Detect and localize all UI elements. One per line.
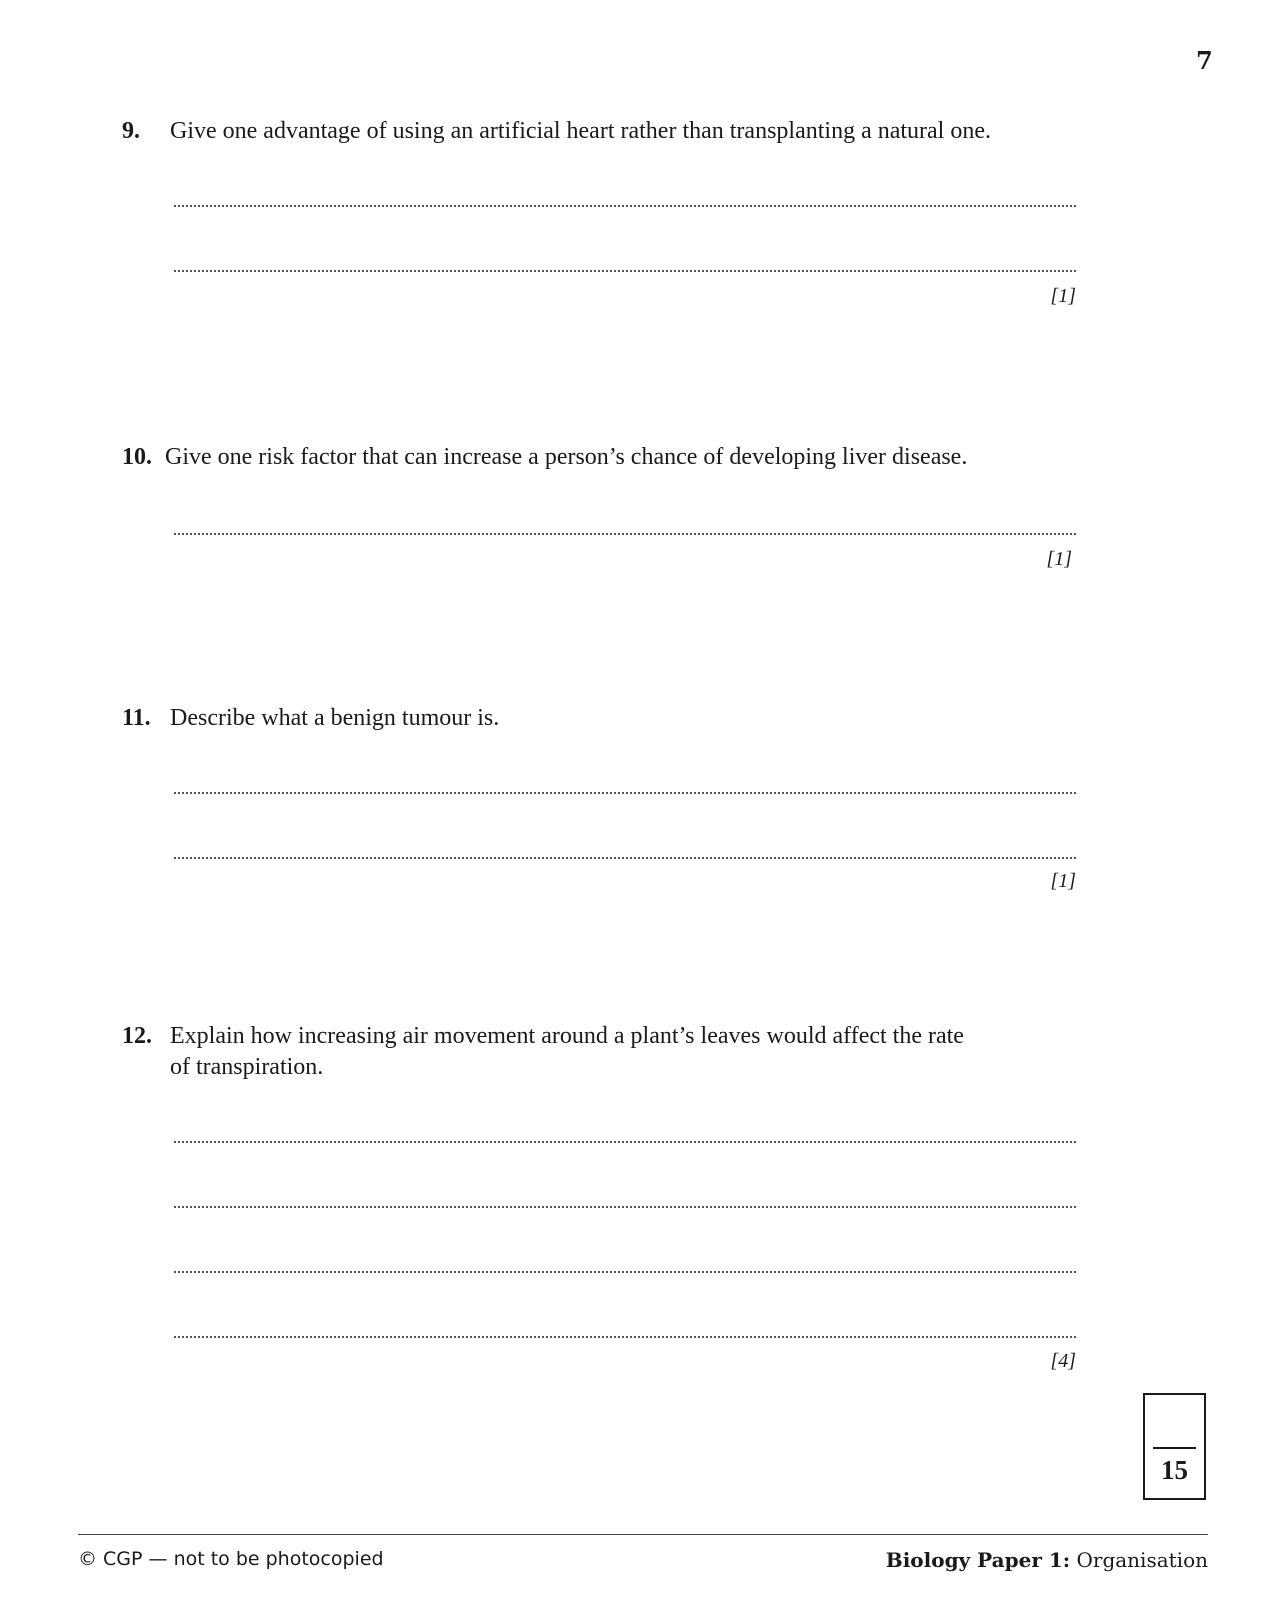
answer-line[interactable]: [174, 1336, 1076, 1338]
marks-label: [1]: [1050, 870, 1076, 892]
question-number: 10.: [122, 444, 152, 470]
score-total: 15: [1161, 1455, 1188, 1485]
answer-line[interactable]: [174, 533, 1076, 535]
marks-label: [1]: [1046, 548, 1072, 570]
answer-line[interactable]: [174, 205, 1076, 207]
question-text-line-1: Explain how increasing air movement around a plant’s leaves would affect the rate: [170, 1023, 964, 1049]
score-divider: [1153, 1447, 1196, 1449]
question-number: 9.: [122, 118, 140, 144]
answer-line[interactable]: [174, 1271, 1076, 1273]
footer-copyright: © CGP — not to be photocopied: [78, 1548, 384, 1570]
footer-divider: [78, 1534, 1208, 1535]
answer-line[interactable]: [174, 857, 1076, 859]
question-text: Describe what a benign tumour is.: [170, 705, 500, 731]
question-text: Give one advantage of using an artificial heart rather than transplanting a natural one.: [170, 118, 992, 144]
score-box: [1143, 1393, 1206, 1500]
answer-line[interactable]: [174, 1206, 1076, 1208]
marks-label: [1]: [1050, 285, 1076, 307]
question-number: 11.: [122, 705, 151, 731]
question-text: Give one risk factor that can increase a person’s chance of developing liver disease.: [165, 444, 968, 470]
marks-label: [4]: [1050, 1350, 1076, 1372]
page-number: 7: [1196, 46, 1213, 75]
paper-topic: Organisation: [1076, 1548, 1208, 1572]
answer-line[interactable]: [174, 792, 1076, 794]
answer-line[interactable]: [174, 270, 1076, 272]
paper-title: Biology Paper 1:: [885, 1548, 1071, 1572]
question-text-line-2: of transpiration.: [170, 1054, 324, 1080]
footer-paper-title: [886, 1548, 1208, 1572]
question-number: 12.: [122, 1023, 152, 1049]
answer-line[interactable]: [174, 1141, 1076, 1143]
